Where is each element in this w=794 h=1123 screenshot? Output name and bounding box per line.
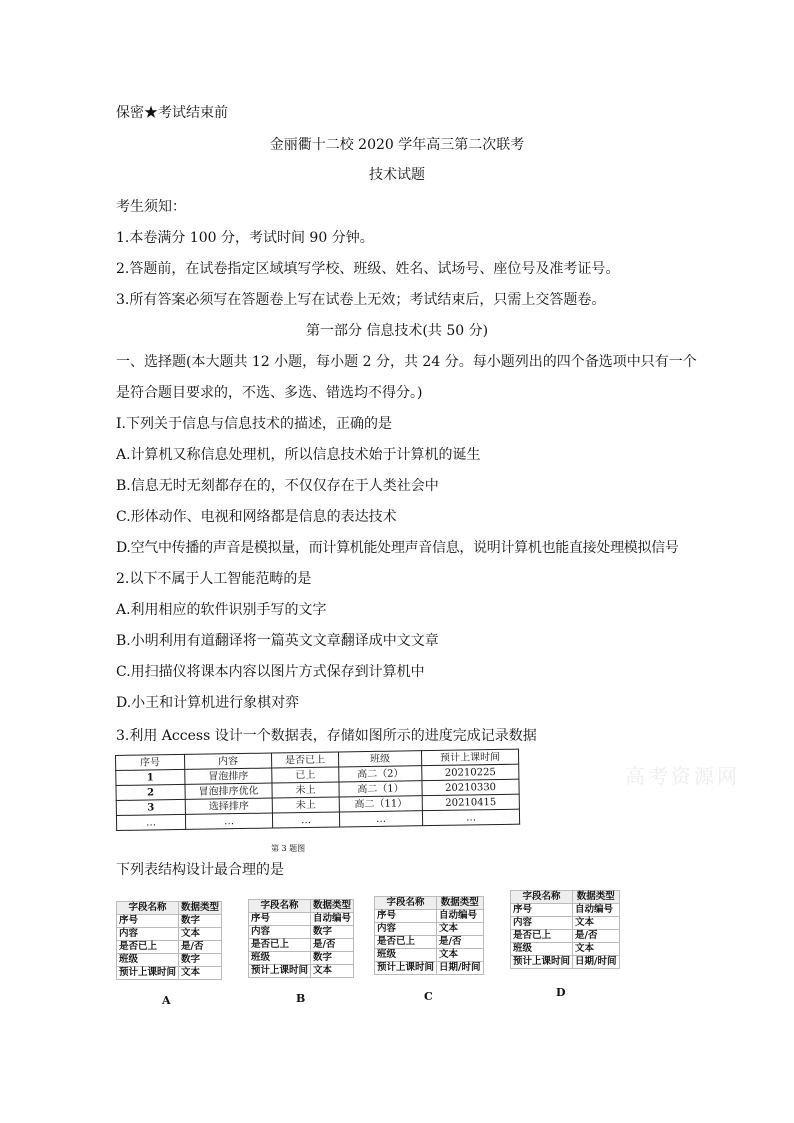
field-type: 文本 [179,967,222,980]
choice-header: 数据类型 [437,897,483,910]
table-cell: 1 [116,769,185,785]
section-instructions: 一、选择题(本大题共 12 小题，每小题 2 分，共 24 分。每小题列出的四个备选项中只有一个 [116,354,697,370]
q3-stem: 3.利用 Access 设计一个数据表，存储如图所示的进度完成记录数据 [116,728,537,744]
q2-option-a: A.利用相应的软件识别手写的文字 [116,602,327,618]
figure-caption: 第 3 题图 [271,844,306,853]
field-type: 数字 [311,926,354,939]
field-type: 数字 [179,954,222,967]
field-type: 文本 [437,949,483,962]
q2-option-d: D.小王和计算机进行象棋对弈 [116,695,300,711]
table-cell: … [339,811,422,827]
field-name: 序号 [375,910,437,923]
exam-subtitle: 技术试题 [369,167,425,183]
field-name: 内容 [117,928,179,941]
table-cell: 高二（1） [339,781,422,797]
field-type: 自动编号 [437,910,483,923]
field-name: 序号 [249,913,311,926]
field-name: 序号 [117,915,179,928]
q1-stem: I.下列关于信息与信息技术的描述，正确的是 [116,416,392,432]
field-type: 自动编号 [573,904,619,917]
q1-option-a: A.计算机又称信息处理机，所以信息技术始于计算机的诞生 [116,447,481,463]
choice-header: 数据类型 [179,902,222,915]
field-type: 是/否 [437,936,483,949]
notice-item: 1.本卷满分 100 分，考试时间 90 分钟。 [116,230,374,246]
field-type: 数字 [179,915,222,928]
field-name: 预计上课时间 [511,956,573,969]
notice-item: 3.所有答案必须写在答题卷上写在试卷上无效；考试结束后，只需上交答题卷。 [116,292,606,308]
field-name: 是否已上 [249,939,311,952]
table-header: 是否已上 [271,752,338,768]
field-type: 文本 [437,923,483,936]
table-cell: 高二（11） [339,796,422,812]
field-name: 预计上课时间 [249,965,311,978]
choice-d-label: D [556,986,566,999]
field-type: 是/否 [573,930,619,943]
confidential-label: 保密★考试结束前 [116,105,228,121]
table-header: 班级 [338,751,421,767]
table-cell: 高二（2） [339,766,422,782]
field-name: 预计上课时间 [375,962,437,975]
field-name: 内容 [511,917,573,930]
field-type: 日期/时间 [573,956,619,969]
field-name: 班级 [375,949,437,962]
choice-d-table [510,890,620,969]
field-type: 文本 [311,965,354,978]
choice-a-table [116,901,222,980]
table-cell: 20210415 [422,794,519,811]
table-cell: … [116,814,185,830]
table-cell: 20210330 [422,779,519,796]
choice-b-table [248,899,354,978]
choice-b-label: B [296,992,306,1005]
table-cell: 未上 [272,797,339,813]
q3-figure-table [115,749,520,835]
q1-option-b: B.信息无时无刻都存在的，不仅仅存在于人类社会中 [116,478,439,494]
exam-title: 金丽衢十二校 2020 学年高三第二次联考 [269,137,525,153]
field-type: 自动编号 [311,913,354,926]
watermark: 高考资源网 [625,764,740,788]
table-cell: 未上 [272,782,339,798]
field-name: 是否已上 [117,941,179,954]
choice-header: 字段名称 [249,900,311,913]
table-header: 预计上课时间 [421,749,518,766]
field-name: 班级 [511,943,573,956]
field-type: 数字 [311,952,354,965]
table-header: 内容 [184,753,271,769]
q3-prompt: 下列表结构设计最合理的是 [116,862,284,878]
table-cell: 3 [116,799,185,815]
table-header: 序号 [116,754,185,770]
section-instructions-cont: 是符合题目要求的，不选、多选、错选均不得分。) [116,385,423,401]
table-cell: … [185,813,272,829]
table-cell: 已上 [272,767,339,783]
choice-header: 数据类型 [311,900,354,913]
field-name: 内容 [375,923,437,936]
table-cell: 冒泡排序 [185,768,272,784]
field-name: 班级 [249,952,311,965]
field-type: 文本 [573,917,619,930]
field-name: 班级 [117,954,179,967]
choice-header: 数据类型 [573,891,619,904]
q2-stem: 2.以下不属于人工智能范畴的是 [116,571,312,587]
field-type: 日期/时间 [437,962,483,975]
choice-header: 字段名称 [117,902,179,915]
q2-option-b: B.小明利用有道翻译将一篇英文文章翻译成中文文章 [116,633,439,649]
field-name: 预计上课时间 [117,967,179,980]
notice-heading: 考生须知： [116,199,186,215]
table-cell: 20210225 [422,764,519,781]
field-name: 是否已上 [375,936,437,949]
table-cell: 冒泡排序优化 [185,783,272,799]
table-cell: 选择排序 [185,798,272,814]
field-name: 内容 [249,926,311,939]
choice-header: 字段名称 [511,891,573,904]
part-heading: 第一部分 信息技术(共 50 分) [305,323,489,339]
field-type: 是/否 [311,939,354,952]
choice-c-label: C [424,990,433,1003]
choice-header: 字段名称 [375,897,437,910]
q1-option-d: D.空气中传播的声音是模拟量，而计算机能处理声音信息，说明计算机也能直接处理模拟信号 [116,540,679,556]
table-cell: 2 [116,784,185,800]
field-name: 是否已上 [511,930,573,943]
table-cell: … [272,812,339,828]
choice-c-table [374,896,484,975]
notice-item: 2.答题前，在试卷指定区域填写学校、班级、姓名、试场号、座位号及准考证号。 [116,261,620,277]
choice-a-label: A [162,994,171,1007]
field-type: 文本 [179,928,222,941]
q1-option-c: C.形体动作、电视和网络都是信息的表达技术 [116,509,397,525]
table-cell: … [422,809,519,826]
field-type: 是/否 [179,941,222,954]
field-type: 文本 [573,943,619,956]
q2-option-c: C.用扫描仪将课本内容以图片方式保存到计算机中 [116,664,425,680]
field-name: 序号 [511,904,573,917]
